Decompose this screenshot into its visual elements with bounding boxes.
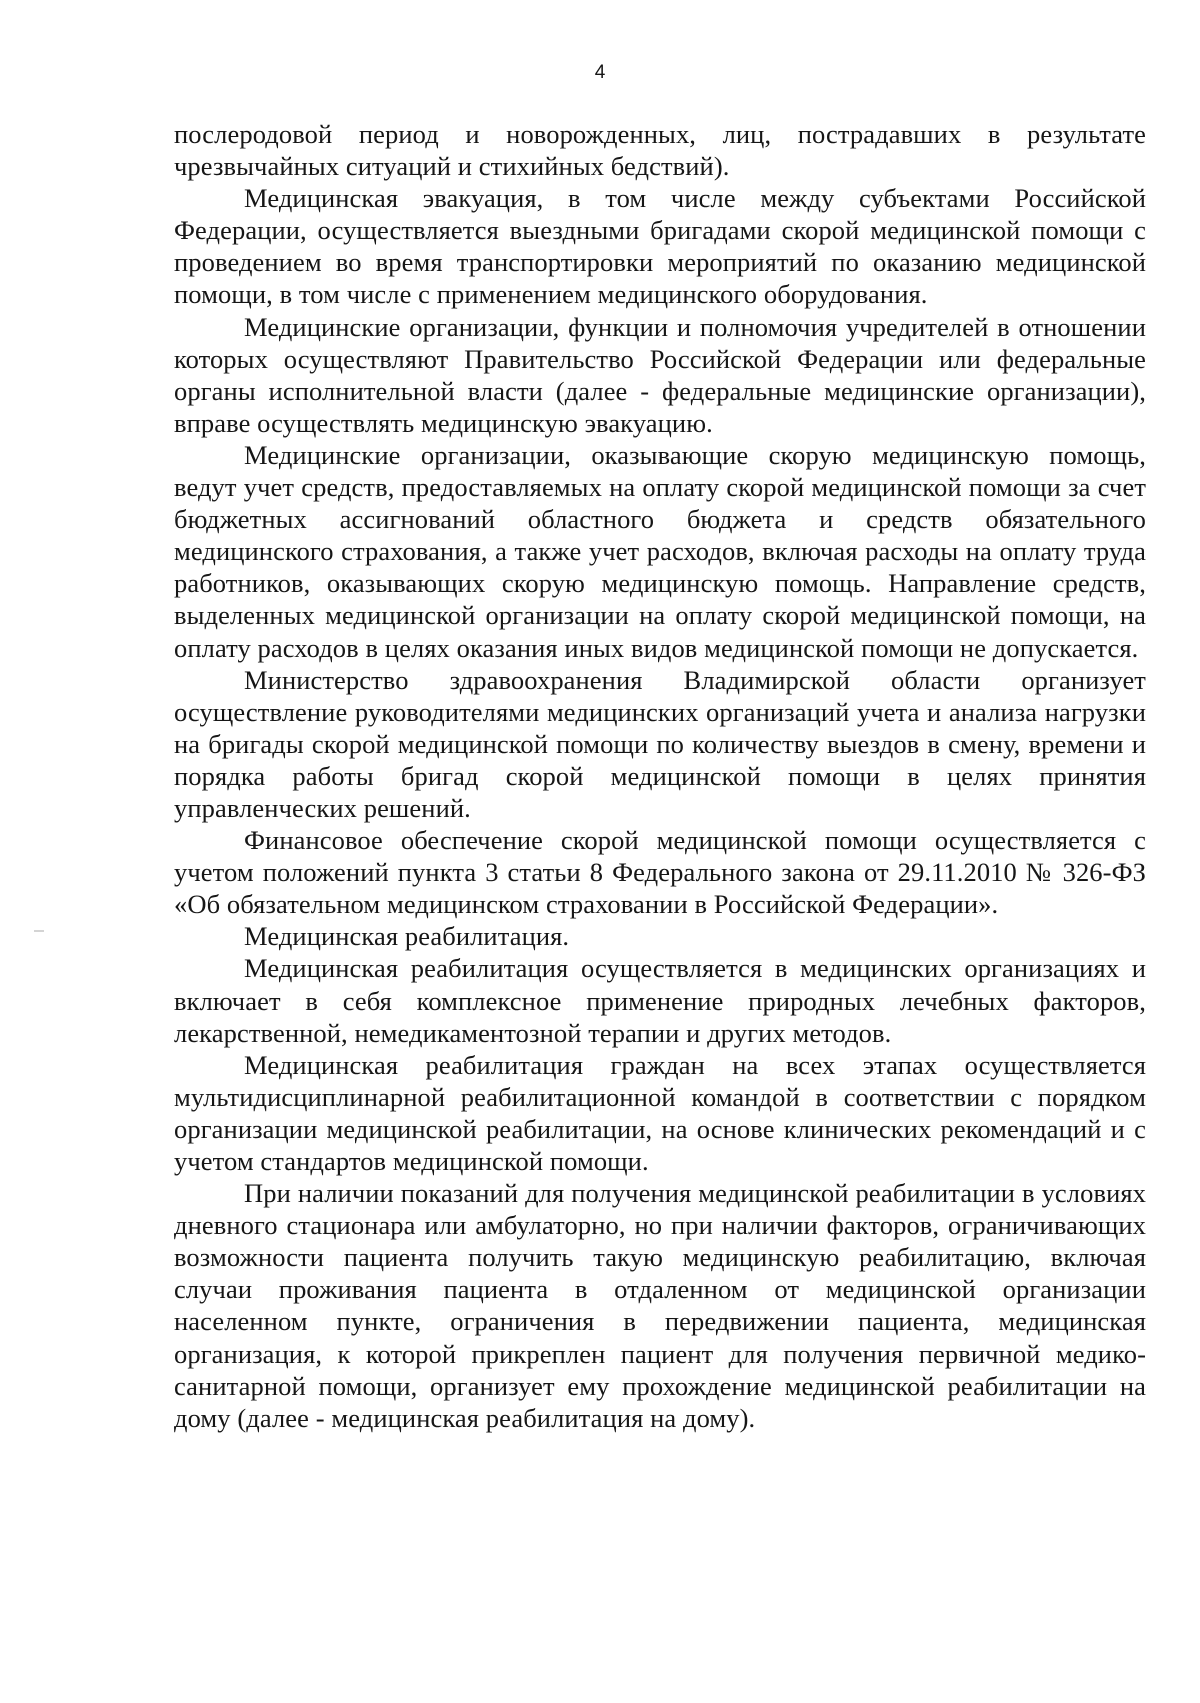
paragraph-medical-evacuation: Медицинская эвакуация, в том числе между субъектами Российской Федерации, осуществляется выездными бригадами скорой медицинской помощи с проведением во время транспортировки мероприятий по оказанию медицинской помощи, в том числе с применением медицинского оборудования. — [174, 183, 1146, 310]
paragraph-continuation: послеродовой период и новорожденных, лиц, пострадавших в результате чрезвычайных ситуаций и стихийных бедствий). — [174, 119, 1146, 182]
paragraph-financing: Финансовое обеспечение скорой медицинской помощи осуществляется с учетом положений пункта 3 статьи 8 Федерального закона от 29.11.2010 № 326-ФЗ «Об обязательном медицинском страховании в Российской Федерации». — [174, 825, 1146, 920]
paragraph-ambulance-accounting: Медицинские организации, оказывающие скорую медицинскую помощь, ведут учет средств, предоставляемых на оплату скорой медицинской помощи за счет бюджетных ассигнований областного бюджета и средств обязательного медицинского страхования, а также учет расходов, включая расходы на оплату труда работников, оказывающих скорую медицинскую помощь. Направление средств, выделенных медицинской организации на оплату скорой медицинской помощи, на оплату расходов в целях оказания иных видов медицинской помощи не допускается. — [174, 439, 1146, 663]
page-number: 4 — [594, 62, 606, 83]
paragraph-rehabilitation-definition: Медицинская реабилитация осуществляется в медицинских организациях и включает в себя комплексное применение природных лечебных факторов, лекарственной, немедикаментозной терапии и других методов. — [174, 953, 1146, 1048]
paragraph-ministry-analysis: Министерство здравоохранения Владимирской области организует осуществление руководителями медицинских организаций учета и анализа нагрузки на бригады скорой медицинской помощи по количеству выездов в смену, времени и порядка работы бригад скорой медицинской помощи в целях принятия управленческих решений. — [174, 664, 1146, 823]
paragraph-federal-organizations: Медицинские организации, функции и полномочия учредителей в отношении которых осуществляют Правительство Российской Федерации или федеральные органы исполнительной власти (далее - федеральные медицинские организации), вправе осуществлять медицинскую эвакуацию. — [174, 311, 1146, 438]
paragraph-rehabilitation-team: Медицинская реабилитация граждан на всех этапах осуществляется мультидисциплинарной реабилитационной командой в соответствии с порядком организации медицинской реабилитации, на основе клинических рекомендаций и с учетом стандартов медицинской помощи. — [174, 1049, 1146, 1176]
document-body — [174, 118, 1146, 1434]
paragraph-home-rehabilitation: При наличии показаний для получения медицинской реабилитации в условиях дневного стационара или амбулаторно, но при наличии факторов, ограничивающих возможности пациента получить такую медицинскую реабилитацию, включая случаи проживания пациента в отдаленном от медицинской организации населенном пункте, ограничения в передвижении пациента, медицинская организация, к которой прикреплен пациент для получения первичной медико-санитарной помощи, организует ему прохождение медицинской реабилитации на дому (далее - медицинская реабилитация на дому). — [174, 1178, 1146, 1433]
scan-artifact — [34, 930, 44, 932]
section-heading-rehabilitation: Медицинская реабилитация. — [244, 921, 570, 952]
